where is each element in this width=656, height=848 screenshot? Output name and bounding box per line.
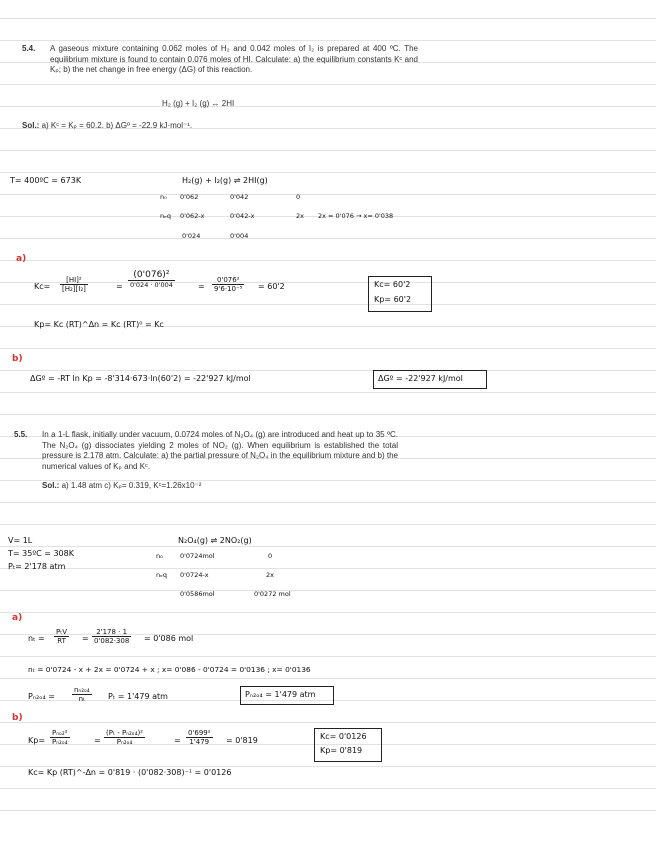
equals-sign: = [94,736,101,745]
eq-n2o4: 0'0724-x [180,571,209,579]
box-kp: Kp= 60'2 [374,295,412,304]
temperature-note: T= 35ºC = 308K [8,549,74,558]
x-result: 2x = 0'076 → x= 0'038 [318,212,394,220]
solution-text: a) 1.48 atm c) Kₚ= 0.319, Kᶜ=1.26x10⁻² [59,481,202,490]
equals-sign: = [116,282,123,291]
eq-no2-value: 0'0272 mol [254,590,291,598]
initial-h2: 0'062 [180,193,199,201]
pn2o4-label: Pₙ₂ₒ₄ = [28,692,55,701]
answer-box-kc-kp [314,728,382,762]
initial-i2: 0'042 [230,193,249,201]
nt-result: = 0'086 mol [144,634,194,643]
kp-value-fraction: $\frac{\text{0'699²}}{1'479}$ [188,729,211,746]
reaction-handwritten: H₂(g) + I₂(g) ⇌ 2HI(g) [182,176,268,185]
kp-relation: Kp= Kc (RT)^Δn = Kc (RT)⁰ = Kc [34,320,164,329]
eq-no2: 2x [266,571,274,579]
eq-h2-value: 0'024 [182,232,201,240]
solution-text: a) Kᶜ = Kₚ = 60.2. b) ΔGº = -22.9 kJ·mol⁻¹. [39,121,193,130]
nt-expression: PₜV RT [56,628,68,645]
nt-substitution: $\frac{2'178 \cdot 1}{0'082\cdot 308}$ [94,628,130,645]
solution-line [22,121,192,132]
initial-no2: 0 [268,552,273,560]
part-a-marker: a) [16,254,27,264]
total-pressure-note: Pₜ= 2'178 atm [8,562,66,571]
solution-line [42,481,201,492]
kc-result: = 60'2 [258,282,285,291]
part-b-marker: b) [12,354,23,364]
eq-i2-value: 0'004 [230,232,249,240]
temperature-note: T= 400ºC = 673K [10,176,82,185]
kp-label: Kp= [28,736,46,745]
initial-n2o4: 0'0724mol [180,552,215,560]
nt-label: nₜ = [28,634,45,643]
box-delta-g: ΔGº = -22'927 kJ/mol [378,374,463,383]
equilibrium-label: nₑq [156,571,167,579]
kp-expression: Pₙₒ₂² Pₙ₂ₒ₄ [52,729,68,746]
eq-h2: 0'062-x [180,212,205,220]
initial-label: n₀ [156,552,163,560]
problem-number: 5.5. [14,430,28,439]
box-kc: Kc= 0'0126 [320,732,367,741]
problem-statement: In a 1-L flask, initially under vacuum, 0.0724 moles of N₂O₄ (g) are introduced and heat up to 35 ºC. The N₂O₄ (g) dissociates yielding 2 moles of NO₂ (g). When equilibrium is established the total pressure is 2.178 atm. Calculate: a) the partial pressure of N₂O₄ in the equilibrium mixture and b) the numerical values of Kₚ and Kᶜ. [42,430,398,471]
eq-hi: 2x [296,212,304,220]
kc-relation: Kc= Kp (RT)^-Δn = 0'819 · (0'082·308)⁻¹ = 0'0126 [28,768,232,777]
initial-hi: 0 [296,193,301,201]
part-a-marker: a) [12,613,23,623]
equilibrium-label: nₑq [160,212,171,220]
kc-substitution: (0'076)² 0'024 · 0'004 [130,270,173,289]
free-energy-calculation: ΔGº = -RT ln Kp = -8'314·673·ln(60'2) = -22'927 kJ/mol [30,374,251,383]
problem-statement: A gaseous mixture containing 0.062 moles of H₂ and 0.042 moles of I₂ is prepared at 400 ºC. The equilibrium mixture is found to contain 0.076 moles of HI. Calculate: a) the equilibrium constants Kᶜ and Kₚ; b) the net change in free energy (ΔG) of this reaction. [50,44,418,74]
part-b-marker: b) [12,713,23,723]
eq-i2: 0'042-x [230,212,255,220]
initial-label: n₀ [160,193,167,201]
box-kc: Kc= 60'2 [374,280,411,289]
pn2o4-result: Pₜ = 1'479 atm [108,692,168,701]
volume-note: V= 1L [8,536,33,545]
kp-substitution: $\frac{\text{(Pₜ - Pₙ₂ₒ₄)²}}{\text{Pₙ₂ₒ₄}}$ [106,729,144,746]
solution-label: Sol.: [42,481,60,490]
kc-label: Kc= [34,282,51,291]
box-kp: Kp= 0'819 [320,746,363,755]
box-pn2o4: Pₙ₂ₒ₄ = 1'479 atm [245,690,316,699]
reaction-handwritten: N₂O₄(g) ⇌ 2NO₂(g) [178,536,252,545]
equals-sign: = [174,736,181,745]
eq-n2o4-value: 0'0586mol [180,590,215,598]
kp-result: = 0'819 [226,736,258,745]
equals-sign: = [198,282,205,291]
solution-label: Sol.: [22,121,40,130]
nt-solve-x: nₜ = 0'0724 - x + 2x = 0'0724 + x ; x= 0'086 - 0'0724 = 0'0136 ; x= 0'0136 [28,665,311,674]
kc-expression: $\frac{\text{[HI]²}}{\text{[H₂][I₂]}}$ [62,276,86,293]
answer-box-kc-kp [368,276,432,312]
reaction-equation: H₂ (g) + I₂ (g) ↔ 2HI [162,99,235,108]
answer-box-pn2o4 [240,686,334,705]
problem-number: 5.4. [22,44,36,53]
kc-value-fraction: $\frac{\text{0'076²}}{\text{9'6·10⁻⁵}}$ [214,276,243,293]
answer-box-delta-g [373,370,487,389]
equals-sign: = [82,634,89,643]
pn2o4-fraction: $\frac{\text{nₙ₂ₒ₄}}{\text{nₜ}}$ [74,686,90,703]
